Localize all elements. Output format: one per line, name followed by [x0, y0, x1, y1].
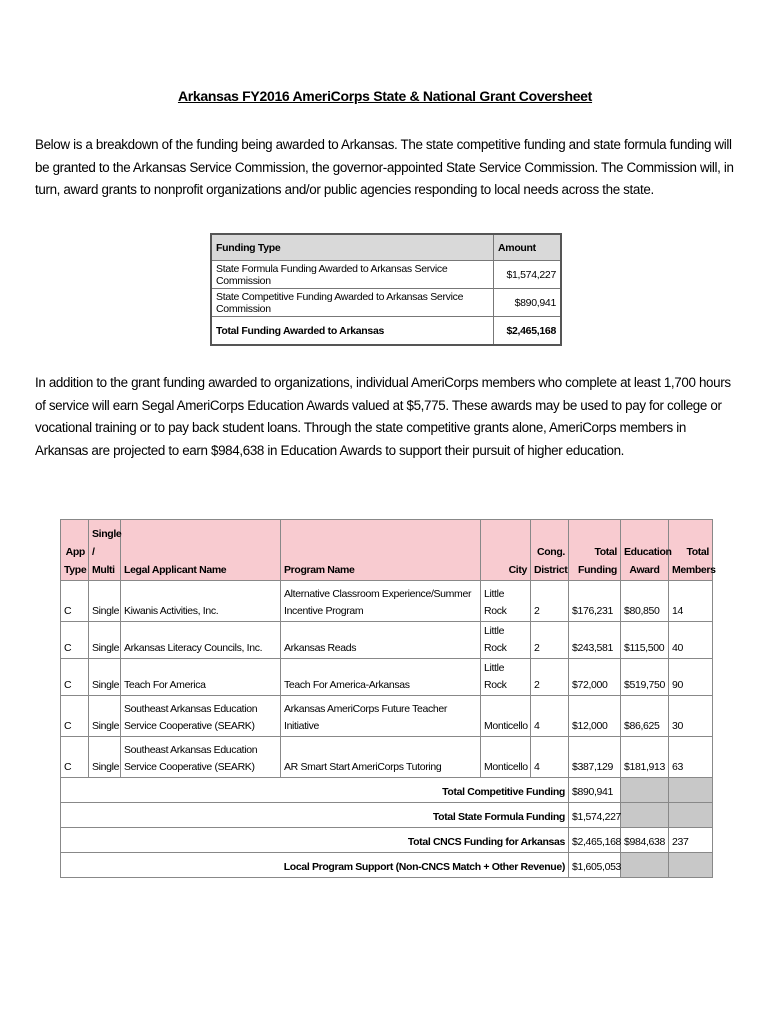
city-cell: Monticello [481, 696, 531, 737]
grant-row [61, 622, 713, 659]
applicant-cell: Southeast Arkansas Education Service Cooperative (SEARK) [121, 737, 281, 778]
single-multi-cell: Single [89, 622, 121, 659]
header-line: Cong. [537, 546, 565, 558]
award-cell: $86,625 [621, 696, 669, 737]
summary-row [61, 803, 713, 828]
program-cell: Arkansas Reads [281, 622, 481, 659]
grant-row [61, 737, 713, 778]
single-multi-cell: Single [89, 659, 121, 696]
funding-table-header [211, 234, 561, 261]
header-line: App [65, 546, 85, 558]
summary-funding: $1,605,053 [569, 853, 621, 878]
app-type-cell: C [61, 659, 89, 696]
header-line: District [534, 564, 568, 576]
single-multi-header [89, 520, 121, 581]
grant-row [61, 659, 713, 696]
city-cell: Monticello [481, 737, 531, 778]
summary-funding: $1,574,227 [569, 803, 621, 828]
summary-award [621, 853, 669, 878]
summary-row [61, 828, 713, 853]
applicant-cell: Arkansas Literacy Councils, Inc. [121, 622, 281, 659]
header-line: Multi [92, 564, 115, 576]
city-cell: Little Rock [481, 622, 531, 659]
funding-type-cell: State Competitive Funding Awarded to Arkansas Service Commission [211, 289, 494, 317]
app-type-cell: C [61, 581, 89, 622]
district-cell: 2 [531, 581, 569, 622]
funding-total-row [211, 317, 561, 346]
header-line: Type [64, 564, 87, 576]
intro-paragraph: Below is a breakdown of the funding being awarded to Arkansas. The state competitive funding and state formula funding will be granted to the Arkansas Service Commission, the governor-appointed State Service Commission. The Commission will, in turn, award grants to nonprofit organizations and/or public agencies responding to local needs across the state. [35, 137, 734, 197]
summary-label: Local Program Support (Non-CNCS Match + Other Revenue) [61, 853, 569, 878]
funding-total-label: Total Funding Awarded to Arkansas [211, 317, 494, 346]
grant-row [61, 696, 713, 737]
summary-members [669, 853, 713, 878]
members-cell: 30 [669, 696, 713, 737]
program-header: Program Name [281, 520, 481, 581]
header-line: Award [629, 564, 660, 576]
funding-type-table [210, 233, 562, 346]
total-funding-header [569, 520, 621, 581]
program-cell: Arkansas AmeriCorps Future Teacher Initiative [281, 696, 481, 737]
city-cell: Little Rock [481, 581, 531, 622]
applicant-cell: Kiwanis Activities, Inc. [121, 581, 281, 622]
single-multi-cell: Single [89, 696, 121, 737]
amount-cell: $890,941 [494, 289, 562, 317]
funding-cell: $387,129 [569, 737, 621, 778]
summary-label: Total State Formula Funding [61, 803, 569, 828]
city-header: City [481, 520, 531, 581]
education-award-header [621, 520, 672, 581]
funding-type-header: Funding Type [211, 234, 494, 261]
district-cell: 4 [531, 696, 569, 737]
award-cell: $519,750 [621, 659, 669, 696]
page-title: Arkansas FY2016 AmeriCorps State & National Grant Coversheet [177, 88, 593, 104]
app-type-cell: C [61, 737, 89, 778]
applicant-cell: Southeast Arkansas Education Service Cooperative (SEARK) [121, 696, 281, 737]
summary-members [669, 778, 713, 803]
total-members-header [669, 520, 716, 581]
header-line: Total [686, 546, 709, 558]
app-type-cell: C [61, 696, 89, 737]
header-line: Total [594, 546, 617, 558]
summary-row [61, 853, 713, 878]
grants-table [60, 519, 716, 878]
district-header [531, 520, 569, 581]
amount-header: Amount [494, 234, 562, 261]
members-cell: 40 [669, 622, 713, 659]
award-cell: $115,500 [621, 622, 669, 659]
amount-cell: $1,574,227 [494, 261, 562, 289]
header-line: Single [92, 528, 122, 540]
funding-type-cell: State Formula Funding Awarded to Arkansas Service Commission [211, 261, 494, 289]
members-cell: 90 [669, 659, 713, 696]
funding-cell: $176,231 [569, 581, 621, 622]
award-cell: $80,850 [621, 581, 669, 622]
program-cell: Alternative Classroom Experience/Summer Incentive Program [281, 581, 481, 622]
summary-row [61, 778, 713, 803]
summary-funding: $890,941 [569, 778, 621, 803]
summary-label: Total CNCS Funding for Arkansas [61, 828, 569, 853]
app-type-header [61, 520, 89, 581]
district-cell: 2 [531, 659, 569, 696]
district-cell: 2 [531, 622, 569, 659]
grants-table-header [61, 520, 713, 581]
funding-cell: $243,581 [569, 622, 621, 659]
program-cell: Teach For America-Arkansas [281, 659, 481, 696]
summary-funding: $2,465,168 [569, 828, 621, 853]
header-line: / [92, 546, 95, 558]
header-line: Funding [578, 564, 617, 576]
members-cell: 14 [669, 581, 713, 622]
applicant-cell: Teach For America [121, 659, 281, 696]
applicant-header: Legal Applicant Name [121, 520, 281, 581]
single-multi-cell: Single [89, 737, 121, 778]
grant-row [61, 581, 713, 622]
district-cell: 4 [531, 737, 569, 778]
members-cell: 63 [669, 737, 713, 778]
summary-award: $984,638 [621, 828, 669, 853]
summary-members: 237 [669, 828, 713, 853]
app-type-cell: C [61, 622, 89, 659]
header-line: Members [672, 564, 716, 576]
single-multi-cell: Single [89, 581, 121, 622]
funding-total-amount: $2,465,168 [494, 317, 562, 346]
funding-row [211, 289, 561, 317]
summary-label: Total Competitive Funding [61, 778, 569, 803]
summary-award [621, 803, 669, 828]
education-award-paragraph: In addition to the grant funding awarded to organizations, individual AmeriCorps members who complete at least 1,700 hours of service will earn Segal AmeriCorps Education Awards valued at $5,775. These awards may be used to pay for college or vocational training or to pay back student loans. Through the state competitive grants alone, AmeriCorps members in Arkansas are projected to earn $984,638 in Education Awards to support their pursuit of higher education. [35, 375, 731, 458]
funding-cell: $72,000 [569, 659, 621, 696]
funding-row [211, 261, 561, 289]
city-cell: Little Rock [481, 659, 531, 696]
summary-members [669, 803, 713, 828]
program-cell: AR Smart Start AmeriCorps Tutoring [281, 737, 481, 778]
header-line: Education [624, 546, 672, 558]
funding-cell: $12,000 [569, 696, 621, 737]
award-cell: $181,913 [621, 737, 669, 778]
summary-award [621, 778, 669, 803]
